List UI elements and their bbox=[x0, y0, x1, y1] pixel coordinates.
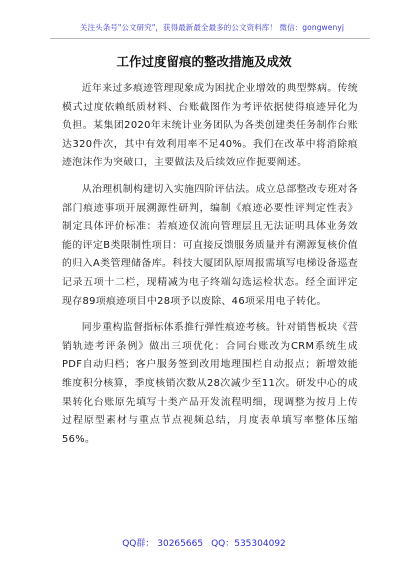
paragraph-1: 近年来过多痕迹管理现象成为困扰企业增效的典型弊病。传统模式过度依赖纸质材料、台账截图作为考评依据使得痕迹异化为负担。某集团2020年末统计业务团队为各类创建类任务制作台账达320件次，其中有效利用率不足40%。我们在改革中将消除痕迹泡沫作为突破口，主要做法及后续效应作扼要阐述。 bbox=[62, 83, 358, 169]
header-divider bbox=[50, 38, 370, 39]
footer-contact bbox=[0, 536, 408, 549]
document-title: 工作过度留痕的整改措施及成效 bbox=[116, 54, 292, 69]
paragraph-3: 同步重构监督指标体系推行弹性痕迹考核。针对销售板块《营销轨迹考评条例》做出三项优化：合同台账改为CRM系统生成PDF自动归档；客户服务签到改用地理围栏自动报点；新增效能维度积分核算，季度核销次数从28次减少至11次。研发中心的成果转化台账原先填写十类产品开发流程明细，现调整为按月上传过程原型素材与重点节点视频总结，月度表单填写率整体压缩56%。 bbox=[62, 322, 358, 445]
footer-qq-group: QQ群： 30265665 bbox=[122, 539, 204, 549]
footer-qq-number: QQ：535304092 bbox=[211, 539, 286, 549]
document-body bbox=[62, 80, 358, 457]
paragraph-2: 从治理机制构建切入实施四阶评估法。成立总部整改专班对各部门痕迹事项开展溯源性研判，编制《痕迹必要性评判定性表》制定具体评价标准：若痕迹仅流向管理层且无法证明具体业务效能的评定B类限制性项目：可直接反馈服务质量并有溯源复核价值的归入A类管理储备库。科技大厦团队原周报需填写电梯设备巡查记录五项十二栏，现精减为电子终端勾选运检状态。经全面评定现存89项痕迹项目中28项予以废除、46项采用电子转化。 bbox=[62, 183, 358, 307]
header-promo-note: 关注头条号"公文研究"，获得最新最全最多的公文资料库！ 微信：gongwenyj bbox=[79, 23, 345, 32]
